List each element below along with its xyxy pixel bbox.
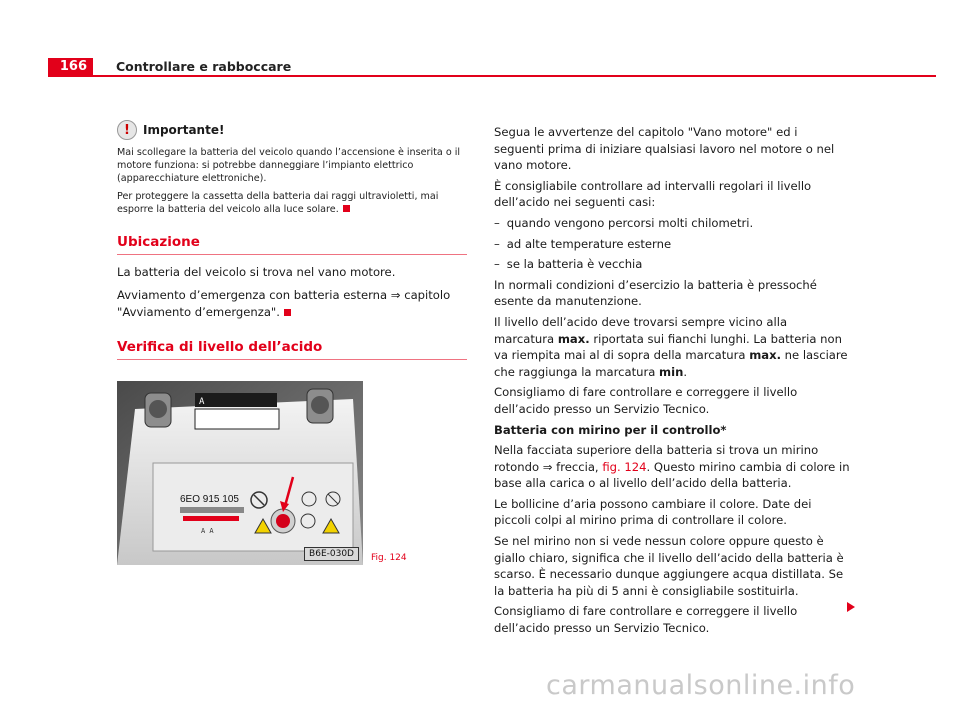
section-rule <box>117 254 467 255</box>
warning-paragraph-2: Per proteggere la cassetta della batteria dai raggi ultravioletti, mai esporre la batteria del veicolo alla luce solare. <box>117 190 439 215</box>
ubicazione-paragraph-2: Avviamento d’emergenza con batteria esterna ⇒ capitolo "Avviamento d’emergenza". <box>117 288 451 320</box>
subheading-mirino: Batteria con mirino per il controllo* <box>494 422 727 437</box>
left-column <box>117 120 467 369</box>
end-mark-icon <box>343 205 350 212</box>
battery-illustration <box>117 381 363 565</box>
right-paragraph-8: Se nel mirino non si vede nessun colore oppure questo è giallo chiaro, significa che il livello dell’acido della batteria è scarso. È necessario dunque aggiungere acqua distillata. Se la batteria ha più di 5 anni è consigliabile sostituirla. <box>494 534 844 598</box>
right-paragraph-4: Il livello dell’acido deve trovarsi sempre vicino alla marcatura max. riportata sui fianchi lunghi. La batteria non va riempita mai al di sopra della marcatura max. ne lasciare che raggiunga la marcatura min. <box>494 314 848 379</box>
svg-text:A: A <box>199 397 205 407</box>
right-paragraph-3: In normali condizioni d’esercizio la batteria è pressoché esente da manutenzione. <box>494 277 817 309</box>
figure-code: B6E-030D <box>304 547 359 561</box>
battery-figure <box>117 381 363 565</box>
battery-part-number: 6EO 915 105 <box>180 494 239 505</box>
right-paragraph-9: Consigliamo di fare controllare e correggere il livello dell’acido presso un Servizio Tecnico. <box>494 604 798 636</box>
next-page-arrow-icon[interactable] <box>847 602 855 612</box>
right-paragraph-2: È consigliabile controllare ad intervalli regolari il livello dell’acido nei seguenti casi: <box>494 178 812 210</box>
list-item: – quando vengono percorsi molti chilometri. <box>494 215 754 230</box>
section-title-ubicazione: Ubicazione <box>117 234 200 251</box>
right-paragraph-5: Consigliamo di fare controllare e correggere il livello dell’acido presso un Servizio Tecnico. <box>494 385 798 416</box>
list-item: – ad alte temperature esterne <box>494 236 672 251</box>
right-column <box>494 124 850 641</box>
header-rule <box>93 75 936 77</box>
svg-text:A A: A A <box>201 527 214 535</box>
page-number: 166 <box>59 59 87 74</box>
right-paragraph-7: Le bollicine d’aria possono cambiare il colore. Date dei piccoli colpi al mirino prima di controllare il colore. <box>494 496 812 528</box>
ubicazione-paragraph-1: La batteria del veicolo si trova nel vano motore. <box>117 265 396 280</box>
page-title: Controllare e rabboccare <box>116 59 292 74</box>
warning-heading <box>117 120 467 140</box>
section-title-verifica: Verifica di livello dell’acido <box>117 339 323 356</box>
page-number-box <box>48 58 93 77</box>
warning-title: Importante! <box>143 123 225 137</box>
warning-paragraph-1: Mai scollegare la batteria del veicolo quando l’accensione è inserita o il motore funziona: si potrebbe danneggiare l’impianto elettrico (apparecchiature elettroniche). <box>117 147 461 185</box>
section-rule <box>117 359 467 360</box>
end-mark-icon <box>284 309 291 316</box>
list-item: – se la batteria è vecchia <box>494 257 643 272</box>
watermark: carmanualsonline.info <box>546 670 856 701</box>
right-paragraph-6: Nella facciata superiore della batteria si trova un mirino rotondo ⇒ freccia, fig. 124. Questo mirino cambia di colore in base alla carica o al livello dell’acido della batteria. <box>494 443 850 491</box>
figure-reference-link[interactable]: fig. 124 <box>602 459 647 474</box>
figure-caption: Fig. 124 <box>371 553 407 563</box>
exclamation-icon: ! <box>117 120 137 140</box>
right-paragraph-1: Segua le avvertenze del capitolo "Vano motore" ed i seguenti prima di iniziare qualsiasi lavoro nel motore o nel vano motore. <box>494 125 835 173</box>
